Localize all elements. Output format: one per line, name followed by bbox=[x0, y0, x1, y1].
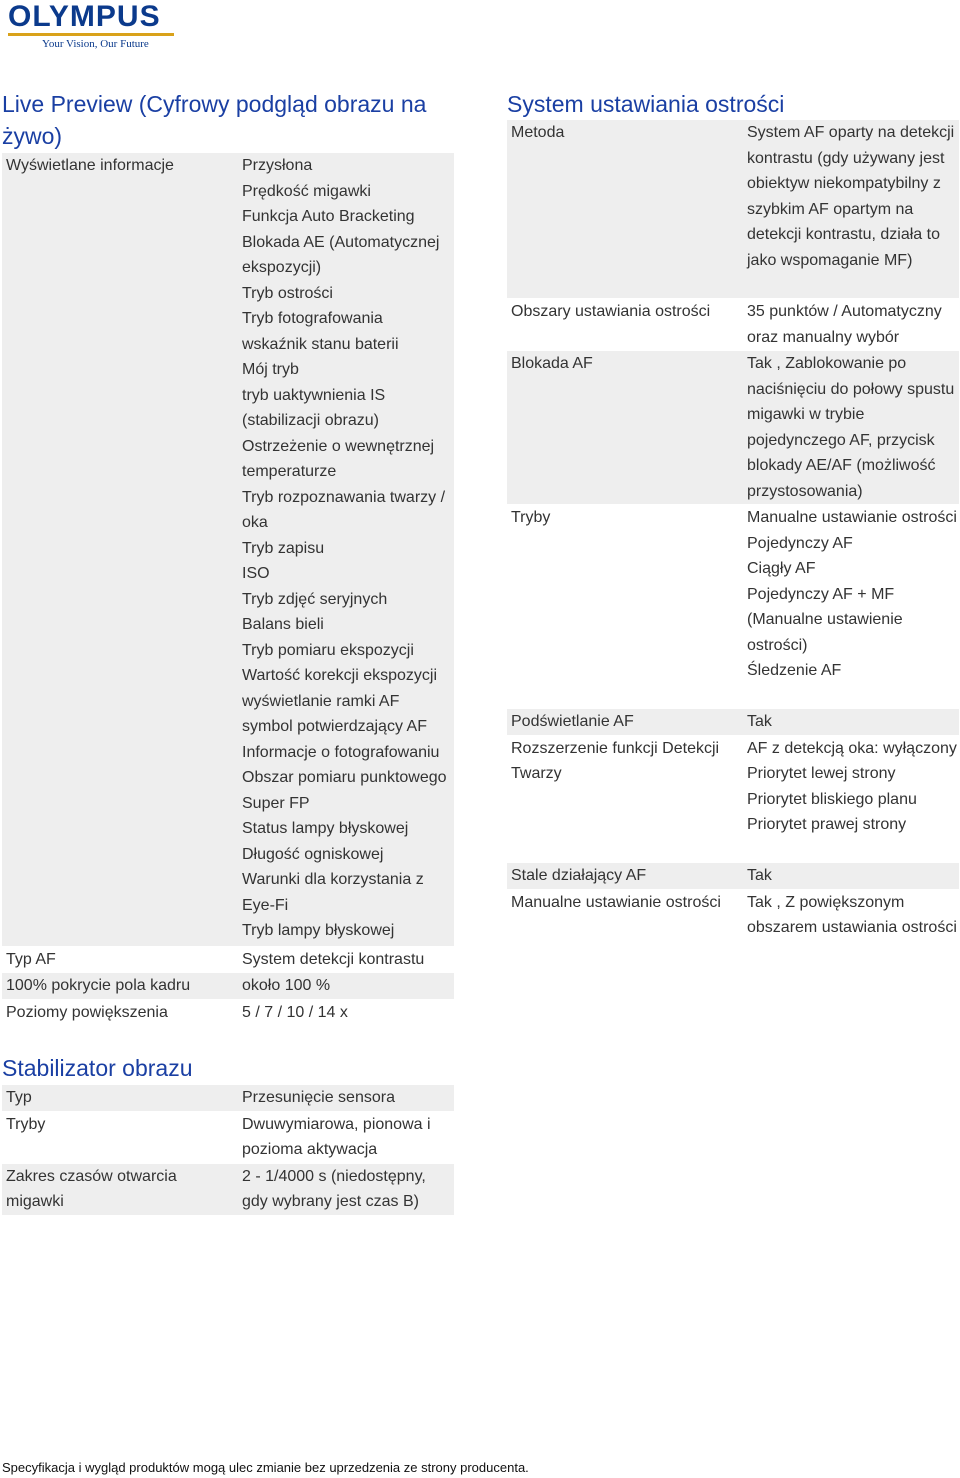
spec-row bbox=[2, 1163, 454, 1215]
footer-disclaimer: Specyfikacja i wygląd produktów mogą ulec zmianie bez uprzedzenia ze strony producenta. bbox=[2, 1460, 529, 1475]
logo-wordmark: OLYMPUS bbox=[8, 0, 161, 33]
spec-label: Rozszerzenie funkcji Detekcji Twarzy bbox=[507, 735, 743, 863]
logo-underline bbox=[8, 33, 174, 36]
spec-label: Tryby bbox=[507, 505, 743, 709]
spec-value: 2 - 1/4000 s (niedostępny, gdy wybrany jest czas B) bbox=[238, 1163, 454, 1215]
spec-row bbox=[2, 973, 454, 1000]
spec-value: Przysłona Prędkość migawki Funkcja Auto Bracketing Blokada AE (Automatycznej ekspozycji) Tryb ostrości Tryb fotografowania wskaźnik stanu baterii Mój tryb tryb uaktywnienia IS (stabilizacji obrazu) Ostrzeżenie o wewnętrznej temperaturze Tryb rozpoznawania twarzy / oka Tryb zapisu ISO Tryb zdjęć seryjnych Balans bieli Tryb pomiaru ekspozycji Wartość korekcji ekspozycji wyświetlanie ramki AF symbol potwierdzający AF Informacje o fotografowaniu Obszar pomiaru punktowego Super FP Status lampy błyskowej Długość ogniskowej Warunki dla korzystania z Eye-Fi Tryb lampy błyskowej bbox=[238, 153, 454, 946]
spec-table bbox=[2, 153, 454, 1026]
spec-value: Tak bbox=[743, 863, 959, 890]
spec-label: Metoda bbox=[507, 120, 743, 299]
spec-value: Przesunięcie sensora bbox=[238, 1085, 454, 1111]
spec-row bbox=[507, 351, 959, 505]
spec-value: 35 punktów / Automatyczny oraz manualny wybór bbox=[743, 299, 959, 351]
spec-row bbox=[507, 299, 959, 351]
spec-row bbox=[2, 153, 454, 946]
focus-system-table bbox=[507, 120, 959, 966]
spec-row bbox=[2, 1085, 454, 1111]
spec-row bbox=[507, 735, 959, 863]
spec-label: Wyświetlane informacje bbox=[2, 153, 238, 946]
spec-row bbox=[507, 863, 959, 890]
spec-label: Typ AF bbox=[2, 946, 238, 973]
spec-label: Stale działający AF bbox=[507, 863, 743, 890]
spec-value: 5 / 7 / 10 / 14 x bbox=[238, 999, 454, 1026]
spec-row bbox=[2, 1111, 454, 1163]
spec-value: około 100 % bbox=[238, 973, 454, 1000]
spec-table bbox=[2, 1085, 454, 1216]
spec-label: Manualne ustawianie ostrości bbox=[507, 889, 743, 966]
spec-value: System detekcji kontrastu bbox=[238, 946, 454, 973]
spec-label: Poziomy powiększenia bbox=[2, 999, 238, 1026]
spec-label: Blokada AF bbox=[507, 351, 743, 505]
spec-value: System AF oparty na detekcji kontrastu (gdy używany jest obiektyw niekompatybilny z szybkim AF opartym na detekcji kontrastu, działa to jako wspomaganie MF) bbox=[743, 120, 959, 299]
olympus-logo bbox=[8, 2, 180, 52]
live-preview-title: Live Preview (Cyfrowy podgląd obrazu na żywo) bbox=[2, 91, 427, 149]
spec-value: Tak , Zablokowanie po naciśnięciu do połowy spustu migawki w trybie pojedynczego AF, przycisk blokady AE/AF (możliwość przystosowania) bbox=[743, 351, 959, 505]
spec-row bbox=[507, 120, 959, 299]
stabilizer-title: Stabilizator obrazu bbox=[2, 1055, 193, 1081]
spec-value: Dwuwymiarowa, pionowa i pozioma aktywacja bbox=[238, 1111, 454, 1163]
spec-label: Tryby bbox=[2, 1111, 238, 1163]
spec-label: Zakres czasów otwarcia migawki bbox=[2, 1163, 238, 1215]
spec-label: 100% pokrycie pola kadru bbox=[2, 973, 238, 1000]
spec-label: Typ bbox=[2, 1085, 238, 1111]
spec-value: AF z detekcją oka: wyłączony Priorytet lewej strony Priorytet bliskiego planu Priorytet prawej strony bbox=[743, 735, 959, 863]
spec-label: Podświetlanie AF bbox=[507, 709, 743, 736]
focus-system-title: System ustawiania ostrości bbox=[507, 91, 785, 117]
spec-value: Tak bbox=[743, 709, 959, 736]
spec-value: Manualne ustawianie ostrości Pojedynczy AF Ciągły AF Pojedynczy AF + MF (Manualne ustawienie ostrości) Śledzenie AF bbox=[743, 505, 959, 709]
spec-label: Obszary ustawiania ostrości bbox=[507, 299, 743, 351]
spec-row bbox=[507, 505, 959, 709]
logo-tagline: Your Vision, Our Future bbox=[42, 38, 149, 50]
spec-row bbox=[507, 889, 959, 966]
spec-value: Tak , Z powiększonym obszarem ustawiania ostrości bbox=[743, 889, 959, 966]
spec-row bbox=[507, 709, 959, 736]
spec-row bbox=[2, 999, 454, 1026]
stabilizer-table bbox=[2, 1085, 454, 1216]
live-preview-table bbox=[2, 153, 454, 1026]
spec-table bbox=[507, 120, 959, 966]
spec-row bbox=[2, 946, 454, 973]
